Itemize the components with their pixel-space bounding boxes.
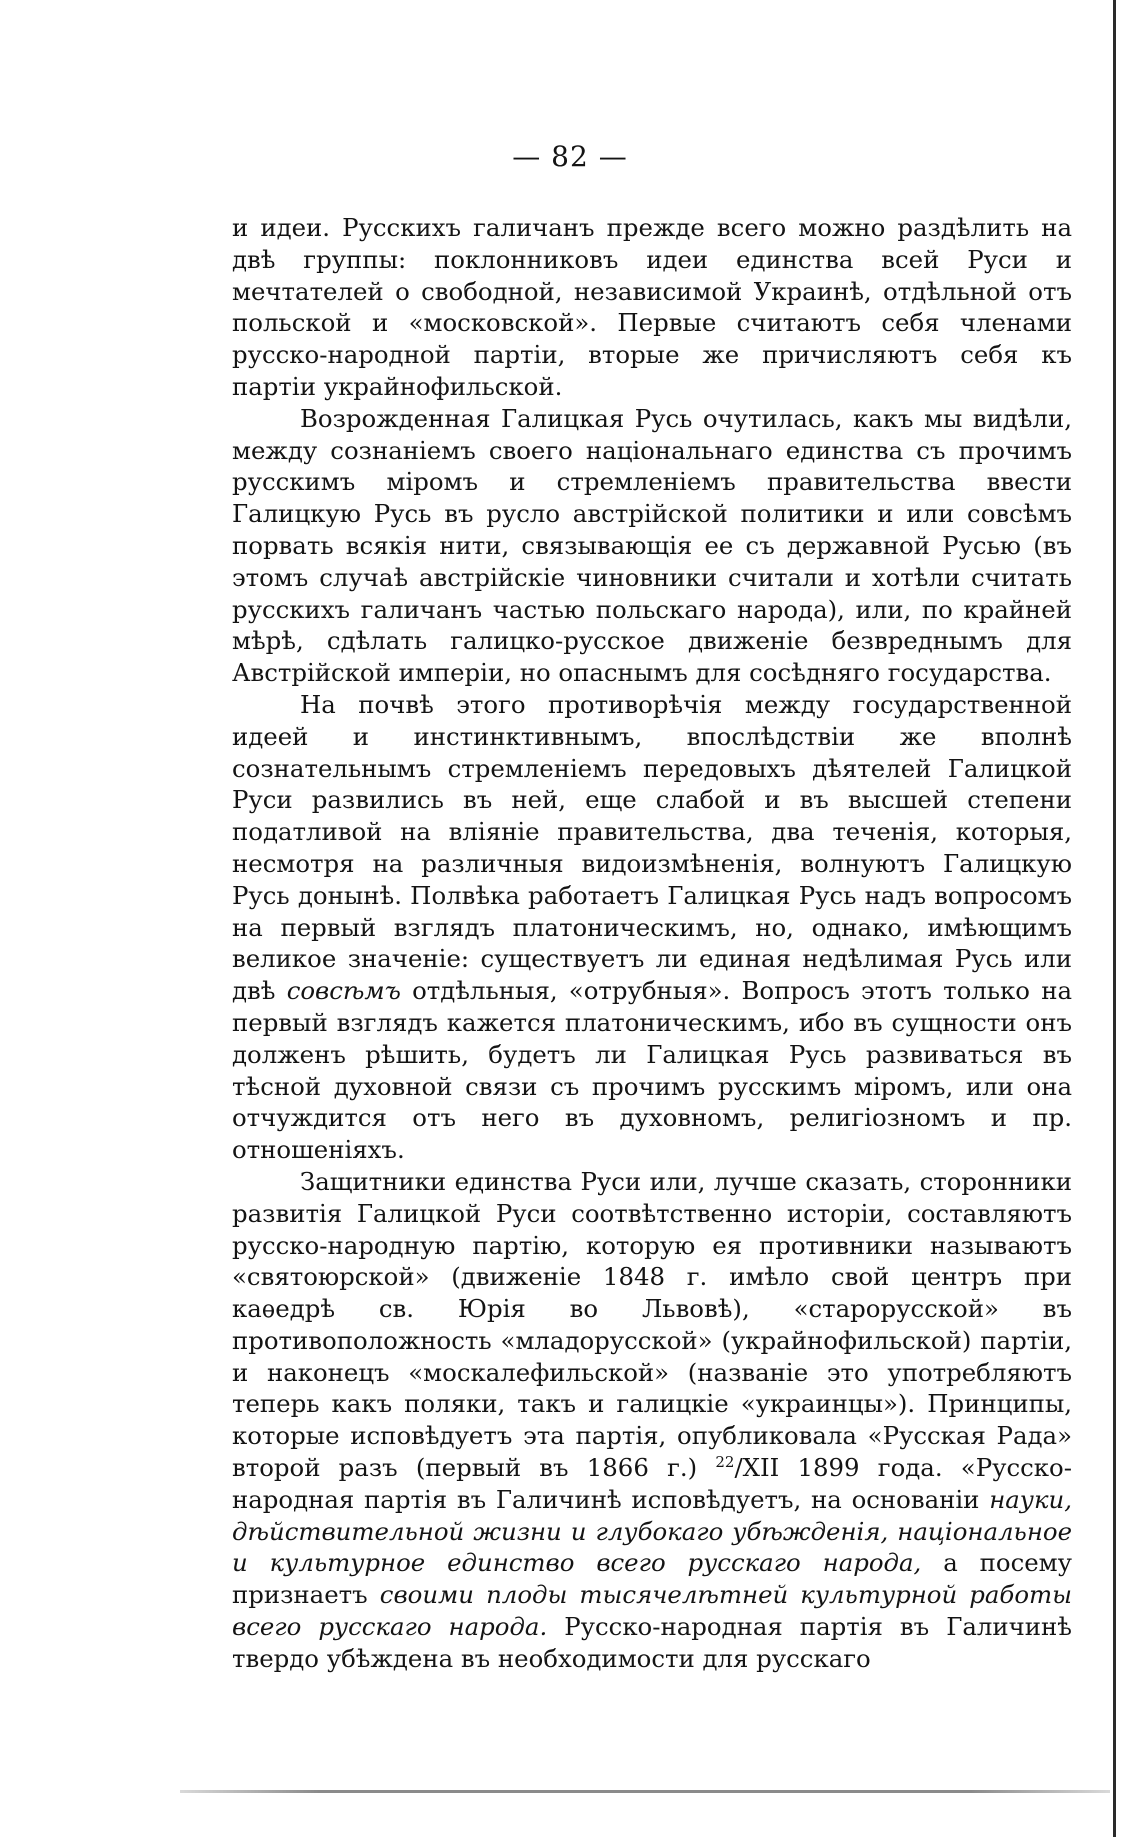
paragraph-3: [232, 689, 1072, 1166]
paragraph-2-text: Возрожденная Галицкая Русь очутилась, какъ мы видѣли, между сознаніемъ своего національнаго единства съ прочимъ русскимъ міромъ и стремленіемъ правительства ввести Галицкую Русь въ русло австрійской политики и или совсѣмъ порвать всякія нити, связывающія ее съ державной Русью (въ этомъ случаѣ австрійскіе чиновники считали и хотѣли считать русскихъ галичанъ частью польскаго народа), или, по крайней мѣрѣ, сдѣлать галицко-русское движеніе безвреднымъ для Австрійской имперіи, но опаснымъ для сосѣдняго государства.: [232, 403, 1072, 688]
paragraph-2: [232, 403, 1072, 689]
paragraph-4: [232, 1166, 1072, 1675]
date-superscript: 22: [715, 1452, 735, 1471]
page-number: — 82 —: [512, 140, 628, 173]
paragraph-3-text-a: На почвѣ этого противорѣчія между государственной идеей и инстинктивнымъ, впослѣдствіи же вполнѣ сознательнымъ стремленіемъ передовыхъ дѣятелей Галицкой Руси развились въ ней, еще слабой и въ высшей степени податливой на вліяніе правительства, два теченія, которыя, несмотря на различныя видоизмѣненія, волнуютъ Галицкую Русь донынѣ. Полвѣка работаетъ Галицкая Русь надъ вопросомъ на первый взглядъ платоническимъ, но, однако, имѣющимъ великое значеніе: существуетъ ли единая недѣлимая Русь или двѣ: [232, 689, 1072, 1006]
paragraph-3-text-b: отдѣльныя, «отрубныя». Вопросъ этотъ только на первый взглядъ кажется платоническимъ, ибо въ сущности онъ долженъ рѣшить, будетъ ли Галицкая Русь развиваться въ тѣсной духовной связи съ прочимъ русскимъ міромъ, или она отчуждится отъ него въ духовномъ, религіозномъ и пр. отношеніяхъ.: [232, 976, 1072, 1165]
paragraph-1: [232, 212, 1072, 403]
paragraph-4-emphasis-2: своими плоды тысячелѣтней культурной работы всего русскаго народа.: [232, 1580, 1072, 1642]
bottom-scan-artifact: [180, 1790, 1110, 1793]
paragraph-4-text-b: «Русско-народная партія въ Галичинѣ исповѣдуетъ, на основаніи: [232, 1453, 1072, 1514]
date-rest: /XII 1899 года.: [734, 1453, 943, 1483]
paragraph-3-emphasis: совсѣмъ: [286, 976, 401, 1006]
page-body: [232, 212, 1072, 1675]
scan-edge-line: [1113, 0, 1116, 1837]
paragraph-1-text: и идеи. Русскихъ галичанъ прежде всего можно раздѣлить на двѣ группы: поклонниковъ идеи единства всей Руси и мечтателей о свободной, независимой Украинѣ, отдѣльной отъ польской и «московской». Первые считаютъ себя членами русско-народной партіи, вторые же причисляютъ себя къ партіи украйнофильской.: [232, 213, 1072, 401]
paragraph-4-text-c: а посему признаетъ: [232, 1548, 1072, 1610]
paragraph-4-emphasis-1: науки, дѣйствительной жизни и глубокаго убѣжденія, національное и культурное единство всего русскаго народа,: [232, 1484, 1072, 1578]
paragraph-4-text-d: Русско-народная партія въ Галичинѣ твердо убѣждена въ необходимости для русскаго: [232, 1612, 1072, 1673]
paragraph-4-text-a: Защитники единства Руси или, лучше сказать, сторонники развитія Галицкой Руси соотвѣтственно исторіи, составляютъ русско-народную партію, которую ея противники называютъ «святоюрской» (движеніе 1848 г. имѣло свой центръ при каѳедрѣ св. Юрія во Львовѣ), «старорусской» въ противоположность «младорусской» (украйнофильской) партіи, и наконецъ «москалефильской» (названіе это употребляютъ теперь какъ поляки, такъ и галицкіе «украинцы»). Принципы, которые исповѣдуетъ эта партія, опубликовала «Русская Рада» второй разъ (первый въ 1866 г.): [232, 1166, 1072, 1483]
